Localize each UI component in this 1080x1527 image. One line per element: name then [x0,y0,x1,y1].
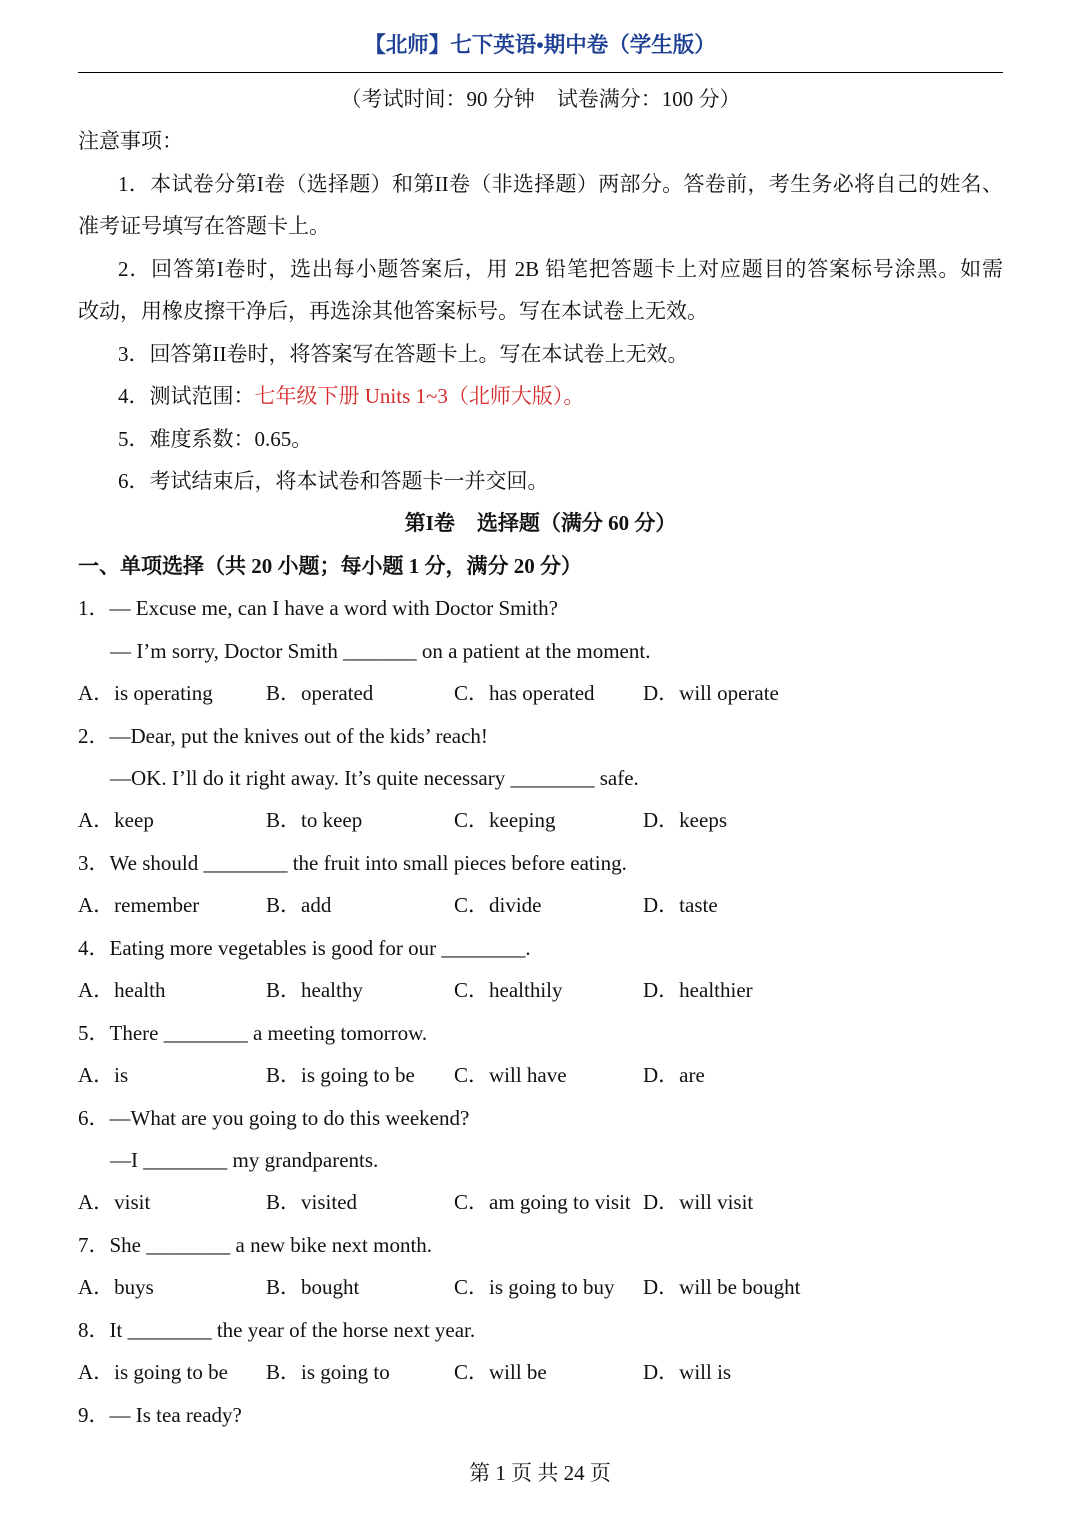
question [78,1394,1003,1436]
question-line [78,587,1003,629]
section-heading [78,502,1003,544]
option-letter: B． [266,681,302,706]
option-text: health [114,978,166,1003]
note-item [78,248,1003,333]
note-text: 改动，用橡皮擦干净后，再选涂其他答案标号。写在本试卷上无效。 [78,299,708,324]
options-row [78,969,1003,1011]
options-row [78,1351,1003,1393]
option [266,884,454,926]
option-letter: A． [78,1063,115,1088]
question-line [78,842,1003,884]
question-line [78,630,1003,672]
note-text: 准考证号填写在答题卡上。 [78,214,330,239]
option-letter: A． [78,1360,115,1385]
option [78,884,266,926]
options-row [78,1181,1003,1223]
note-item [78,460,1003,502]
question-list [78,587,1003,1436]
option-letter: D． [643,978,680,1003]
option [454,1266,643,1308]
option [454,884,643,926]
question-text: Eating more vegetables is good for our ________. [109,935,531,960]
option-text: will visit [679,1190,754,1215]
option [643,1266,1003,1308]
option-letter: A． [78,681,115,706]
question-line [78,757,1003,799]
question-line [78,1224,1003,1266]
question-line [78,1012,1003,1054]
question-text: —OK. I’ll do it right away. It’s quite necessary ________ safe. [110,766,639,790]
exam-info [78,78,1003,120]
option-text: will be bought [679,1275,801,1300]
option [454,1181,643,1223]
option-text: add [301,893,332,918]
option-text: is going to be [301,1063,415,1088]
question [78,1309,1003,1394]
question-number: 1． [78,596,110,621]
option [454,1351,643,1393]
note-line [78,205,1003,247]
option-text: visited [301,1190,358,1215]
question-number: 8． [78,1317,110,1342]
option-text: keep [114,808,154,833]
note-item [78,163,1003,248]
option-text: visit [114,1190,151,1215]
question-text: It ________ the year of the horse next year. [109,1317,476,1342]
option-text: will operate [679,681,779,706]
exam-time: （考试时间：90 分钟 [340,87,535,111]
option-text: bought [301,1275,360,1300]
option-text: is operating [114,681,213,706]
option-letter: D． [643,1190,680,1215]
question-line [78,1394,1003,1436]
option-letter: C． [454,1063,490,1088]
question [78,1224,1003,1309]
option [78,672,266,714]
question-text: There ________ a meeting tomorrow. [109,1020,428,1045]
question-text: —I ________ my grandparents. [110,1147,379,1172]
question-number: 3． [78,850,110,875]
note-highlight: 七年级下册 Units 1~3（北师大版）。 [254,384,585,409]
note-text: 1．本试卷分第I卷（选择题）和第II卷（非选择题）两部分。答卷前，考生务必将自己的姓名、 [118,171,1003,196]
options-row [78,799,1003,841]
option-text: is going to be [114,1360,228,1385]
question-number: 4． [78,935,110,960]
option-text: will is [679,1360,732,1385]
question-text: — Is tea ready? [109,1402,242,1427]
option-text: am going to visit [489,1190,631,1215]
question [78,587,1003,714]
option-text: has operated [489,681,595,706]
question [78,927,1003,1012]
option [643,672,1003,714]
note-item [78,375,1003,417]
option-text: healthier [679,978,753,1003]
exam-score: 试卷满分：100 分） [556,87,741,111]
option-letter: C． [454,978,490,1003]
question-number: 2． [78,723,110,748]
option [454,969,643,1011]
option [266,1054,454,1096]
document-title: 【北师】七下英语•期中卷（学生版） [364,33,716,57]
note-line [78,163,1003,205]
option-letter: B． [266,1063,302,1088]
option-letter: C． [454,1360,490,1385]
option [78,1351,266,1393]
option [78,969,266,1011]
note-line [78,290,1003,332]
option-text: divide [489,893,542,918]
option [78,1054,266,1096]
question-line [78,715,1003,757]
option-text: is [114,1063,129,1088]
option [643,969,1003,1011]
options-row [78,672,1003,714]
option-text: buys [114,1275,154,1300]
option-letter: A． [78,808,115,833]
section-volume: 第I卷 [404,511,455,536]
option [643,1351,1003,1393]
option [266,1266,454,1308]
options-row [78,1266,1003,1308]
page-number: 第 1 页 共 24 页 [469,1461,611,1485]
question-text: — I’m sorry, Doctor Smith _______ on a patient at the moment. [110,638,651,663]
question-text: We should ________ the fruit into small pieces before eating. [109,850,627,875]
option-text: are [679,1063,705,1088]
option [454,672,643,714]
note-text: 4．测试范围： [118,384,255,409]
option-letter: B． [266,1360,302,1385]
option-letter: A． [78,978,115,1003]
section-title: 选择题（满分 60 分） [476,511,677,536]
option [266,672,454,714]
option [78,799,266,841]
option-text: is going to buy [489,1275,615,1300]
question-line [78,1097,1003,1139]
question-text: — Excuse me, can I have a word with Doctor Smith? [109,596,558,621]
question-number: 7． [78,1232,110,1257]
option [78,1266,266,1308]
option [266,1181,454,1223]
question-number: 6． [78,1105,110,1130]
option [643,1181,1003,1223]
question [78,715,1003,842]
option [643,884,1003,926]
option-text: operated [301,681,374,706]
option-letter: B． [266,978,302,1003]
option [266,1351,454,1393]
option [266,799,454,841]
option-letter: C． [454,681,490,706]
notes-list [78,163,1003,503]
note-line [78,418,1003,460]
option [78,1181,266,1223]
option-letter: D． [643,681,680,706]
question-text: —Dear, put the knives out of the kids’ reach! [109,723,488,748]
options-row [78,1054,1003,1096]
page-content [78,78,1003,1436]
option-text: will be [489,1360,547,1385]
option-letter: A． [78,1190,115,1215]
question-line [78,1309,1003,1351]
notes-heading: 注意事项： [78,129,183,154]
question-text: —What are you going to do this weekend? [109,1105,470,1130]
question [78,1012,1003,1097]
note-line [78,333,1003,375]
option-text: to keep [301,808,363,833]
note-text: 3．回答第II卷时，将答案写在答题卡上。写在本试卷上无效。 [118,341,689,366]
option-letter: B． [266,893,302,918]
question [78,842,1003,927]
note-text: 5．难度系数：0.65。 [118,426,313,451]
option-letter: D． [643,808,680,833]
option-text: taste [679,893,718,918]
option-text: is going to [301,1360,390,1385]
note-text: 2．回答第I卷时，选出每小题答案后，用 2B 铅笔把答题卡上对应题目的答案标号涂黑。如需 [118,256,1003,281]
question-line [78,1139,1003,1181]
note-line [78,248,1003,290]
note-line [78,460,1003,502]
note-item [78,418,1003,460]
option [454,1054,643,1096]
option [643,1054,1003,1096]
option-letter: A． [78,1275,115,1300]
option-text: healthy [301,978,363,1003]
option-letter: B． [266,1275,302,1300]
option-text: healthily [489,978,563,1003]
option-letter: D． [643,1275,680,1300]
option-letter: D． [643,893,680,918]
note-item [78,333,1003,375]
option-letter: C． [454,893,490,918]
note-line [78,375,1003,417]
option-text: will have [489,1063,567,1088]
option-letter: B． [266,808,302,833]
option [643,799,1003,841]
note-text: 6．考试结束后，将本试卷和答题卡一并交回。 [118,468,549,493]
option [266,969,454,1011]
part-heading: 一、单项选择（共 20 小题；每小题 1 分，满分 20 分） [78,553,582,578]
question [78,1097,1003,1224]
option-letter: D． [643,1360,680,1385]
question-number: 5． [78,1020,110,1045]
option-letter: C． [454,1190,490,1215]
option-text: keeps [679,808,727,833]
option-letter: B． [266,1190,302,1215]
option-letter: C． [454,808,490,833]
option-letter: D． [643,1063,680,1088]
option-letter: C． [454,1275,490,1300]
option [454,799,643,841]
options-row [78,884,1003,926]
header-divider [78,72,1003,73]
option-text: keeping [489,808,556,833]
question-number: 9． [78,1402,110,1427]
option-text: remember [114,893,200,918]
option-letter: A． [78,893,115,918]
question-line [78,927,1003,969]
question-text: She ________ a new bike next month. [109,1232,433,1257]
